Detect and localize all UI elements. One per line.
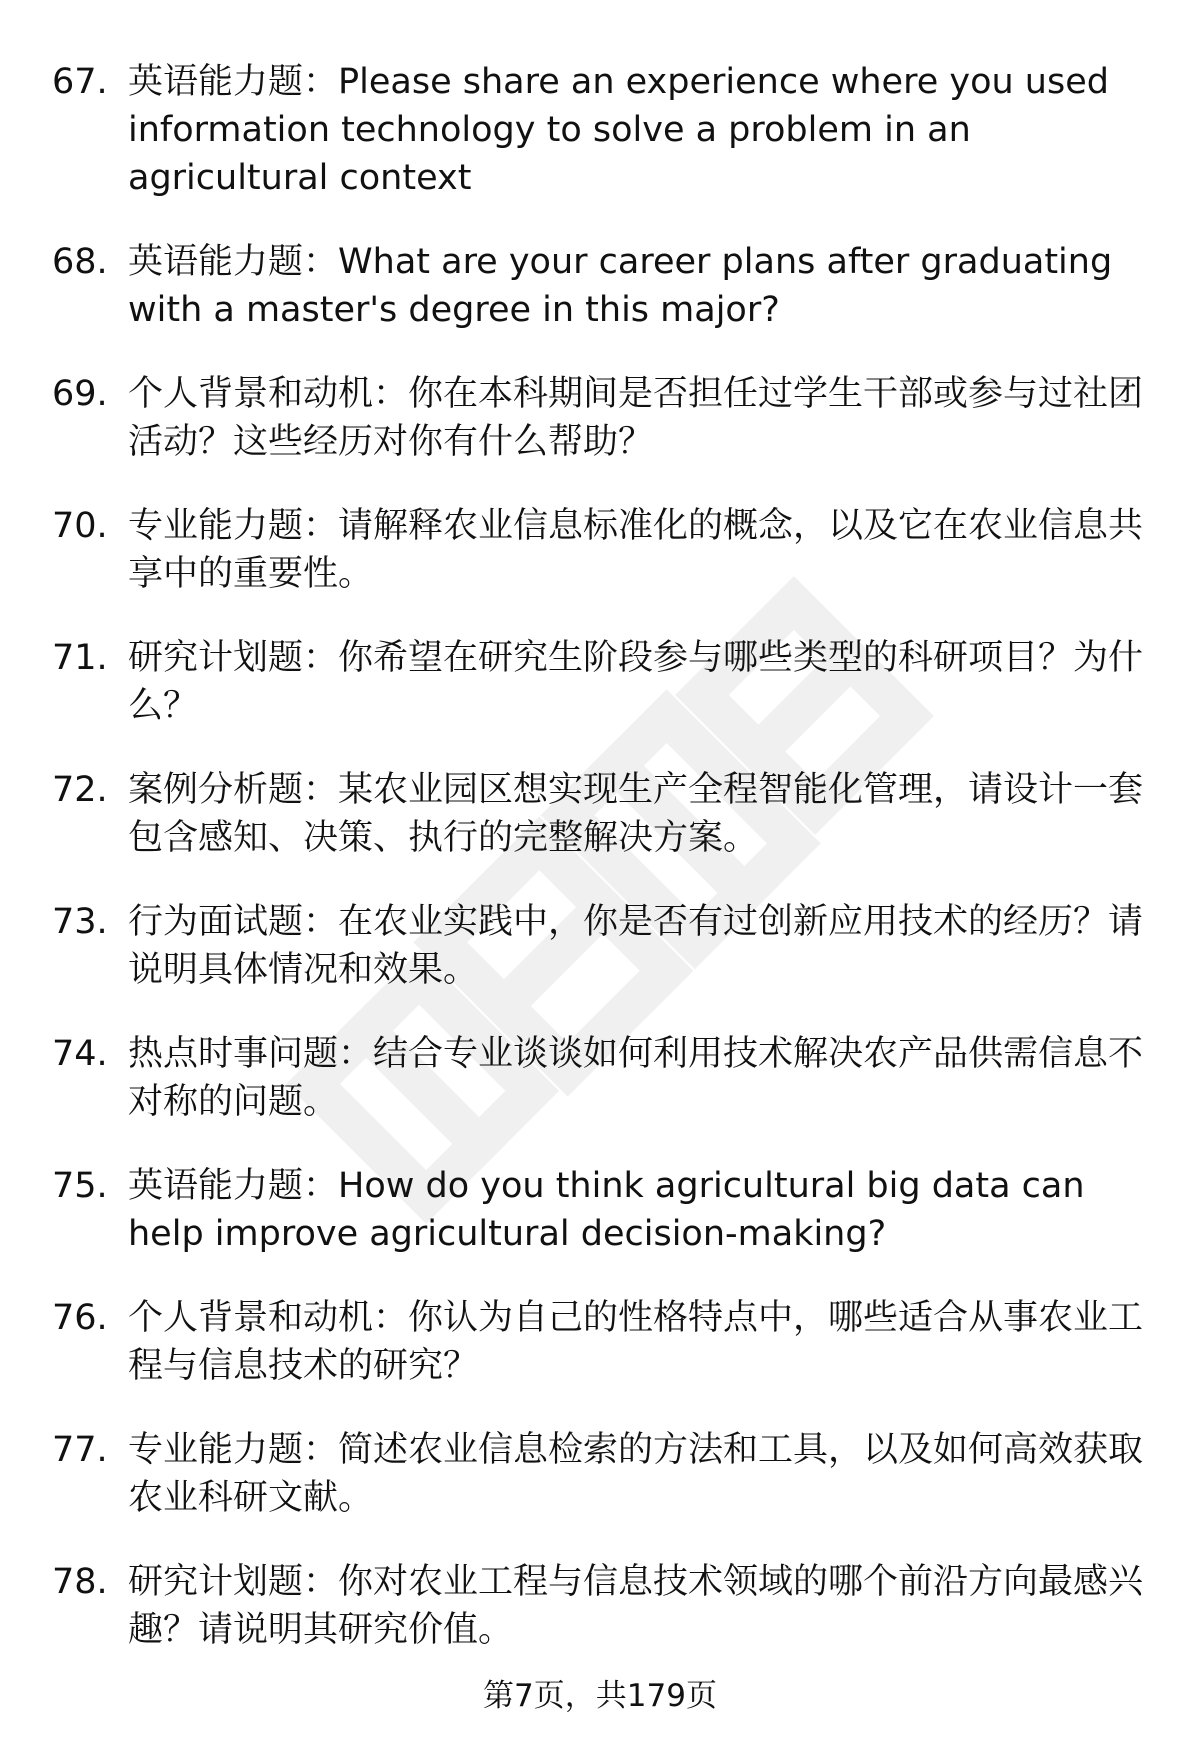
question-number: 77. (52, 1430, 108, 1470)
question-item (52, 898, 1152, 994)
question-separator: ： (373, 374, 409, 414)
question-category: 个人背景和动机 (128, 1298, 374, 1338)
page-footer: 第7页，共179页 (483, 1678, 717, 1714)
question-item (52, 1558, 1152, 1654)
question-category: 研究计划题 (128, 638, 304, 678)
question-text: 某农业园区想实现生产全程智能化管理，请设计一套包含感知、决策、执行的完整解决方案。 (128, 770, 1144, 858)
question-number: 69. (52, 374, 108, 414)
question-number: 67. (52, 62, 108, 102)
question-separator: ： (303, 1166, 339, 1206)
question-text: What are your career plans after graduating with a master's degree in this major? (128, 242, 1113, 330)
question-number: 74. (52, 1034, 108, 1074)
question-item (52, 370, 1152, 466)
question-number: 71. (52, 638, 108, 678)
question-body (128, 1030, 1152, 1126)
question-separator: ： (338, 1034, 374, 1074)
question-category: 热点时事问题 (128, 1034, 339, 1074)
question-text: 结合专业谈谈如何利用技术解决农产品供需信息不对称的问题。 (128, 1034, 1144, 1122)
question-item (52, 1426, 1152, 1522)
question-category: 个人背景和动机 (128, 374, 374, 414)
question-text: 请解释农业信息标准化的概念，以及它在农业信息共享中的重要性。 (128, 506, 1144, 594)
question-separator: ： (303, 506, 339, 546)
question-text: 在农业实践中，你是否有过创新应用技术的经历？请说明具体情况和效果。 (128, 902, 1144, 990)
question-text: 你在本科期间是否担任过学生干部或参与过社团活动？这些经历对你有什么帮助？ (128, 374, 1144, 462)
question-body (128, 634, 1152, 730)
question-separator: ： (303, 242, 339, 282)
question-number: 73. (52, 902, 108, 942)
question-category: 行为面试题 (128, 902, 304, 942)
question-separator: ： (303, 770, 339, 810)
question-number: 75. (52, 1166, 108, 1206)
question-text: 你对农业工程与信息技术领域的哪个前沿方向最感兴趣？请说明其研究价值。 (128, 1562, 1144, 1650)
question-body (128, 370, 1152, 466)
question-body (128, 1294, 1152, 1390)
question-separator: ： (303, 902, 339, 942)
question-separator: ： (303, 1562, 339, 1602)
question-separator: ： (303, 1430, 339, 1470)
question-body (128, 1162, 1152, 1258)
question-number: 68. (52, 242, 108, 282)
question-item (52, 634, 1152, 730)
question-body (128, 898, 1152, 994)
question-category: 专业能力题 (128, 506, 304, 546)
question-text: 你希望在研究生阶段参与哪些类型的科研项目？为什么？ (128, 638, 1144, 726)
question-category: 英语能力题 (128, 242, 304, 282)
question-item (52, 58, 1152, 202)
question-category: 英语能力题 (128, 62, 304, 102)
question-separator: ： (303, 62, 339, 102)
question-body (128, 502, 1152, 598)
question-category: 案例分析题 (128, 770, 304, 810)
question-number: 70. (52, 506, 108, 546)
question-item (52, 766, 1152, 862)
question-text: 简述农业信息检索的方法和工具，以及如何高效获取农业科研文献。 (128, 1430, 1144, 1518)
question-number: 78. (52, 1562, 108, 1602)
question-item (52, 1162, 1152, 1258)
question-body (128, 1558, 1152, 1654)
question-item (52, 1030, 1152, 1126)
question-item (52, 502, 1152, 598)
question-item (52, 1294, 1152, 1390)
question-category: 英语能力题 (128, 1166, 304, 1206)
question-number: 72. (52, 770, 108, 810)
question-body (128, 238, 1152, 334)
question-category: 专业能力题 (128, 1430, 304, 1470)
question-separator: ： (373, 1298, 409, 1338)
question-number: 76. (52, 1298, 108, 1338)
question-text: 你认为自己的性格特点中，哪些适合从事农业工程与信息技术的研究？ (128, 1298, 1144, 1386)
question-category: 研究计划题 (128, 1562, 304, 1602)
question-text: Please share an experience where you used information technology to solve a problem in an agricultural context (128, 62, 1109, 198)
question-list (52, 58, 1152, 1690)
question-body (128, 1426, 1152, 1522)
question-item (52, 238, 1152, 334)
question-body (128, 766, 1152, 862)
question-body (128, 58, 1152, 202)
question-text: How do you think agricultural big data can help improve agricultural decision-making? (128, 1166, 1085, 1254)
question-separator: ： (303, 638, 339, 678)
